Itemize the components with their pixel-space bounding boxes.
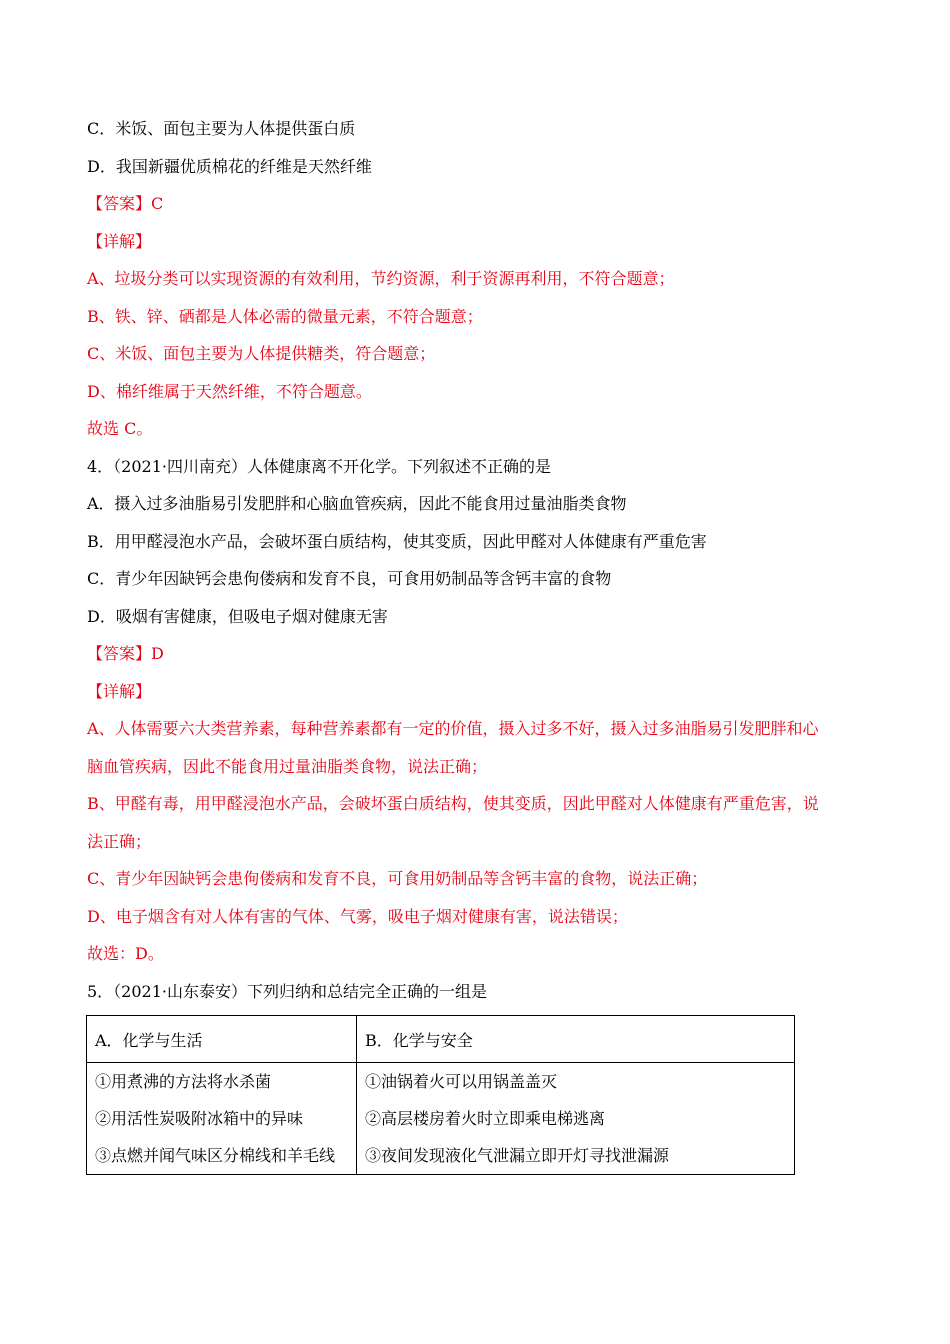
list-item: ③点燃并闻气味区分棉线和羊毛线 (95, 1146, 336, 1165)
q4-explanation-b-line1: B、甲醛有毒，用甲醛浸泡水产品，会破坏蛋白质结构，使其变质，因此甲醛对人体健康有严重危害，说 (87, 794, 819, 813)
table-cell-a (87, 1063, 357, 1175)
q4-explanation-a-line2: 脑血管疾病，因此不能食用过量油脂类食物，说法正确； (87, 757, 488, 776)
q3-option-d: D．我国新疆优质棉花的纤维是天然纤维 (87, 157, 372, 176)
q4-explanation-c: C、青少年因缺钙会患佝偻病和发育不良，可食用奶制品等含钙丰富的食物，说法正确； (87, 869, 708, 888)
table-header-b: B．化学与安全 (357, 1016, 795, 1063)
q4-explanation-d: D、电子烟含有对人体有害的气体、气雾，吸电子烟对健康有害，说法错误； (87, 907, 628, 926)
answer-value: D (151, 644, 164, 663)
q4-option-b: B．用甲醛浸泡水产品，会破坏蛋白质结构，使其变质，因此甲醛对人体健康有严重危害 (87, 532, 707, 551)
list-item: ③夜间发现液化气泄漏立即开灯寻找泄漏源 (365, 1146, 670, 1165)
q4-option-c: C．青少年因缺钙会患佝偻病和发育不良，可食用奶制品等含钙丰富的食物 (87, 569, 612, 588)
q5-options-table (86, 1015, 795, 1175)
q4-detail-tag: 【详解】 (87, 682, 152, 701)
list-item: ②用活性炭吸附冰箱中的异味 (95, 1109, 304, 1128)
table-header-row (87, 1016, 795, 1063)
q3-conclusion: 故选 C。 (87, 419, 153, 438)
table-row (87, 1063, 795, 1175)
q3-explanation-d: D、棉纤维属于天然纤维，不符合题意。 (87, 382, 372, 401)
q4-conclusion: 故选：D。 (87, 944, 164, 963)
q4-answer (87, 643, 164, 665)
list-item: ①用煮沸的方法将水杀菌 (95, 1072, 272, 1091)
q3-explanation-c: C、米饭、面包主要为人体提供糖类，符合题意； (87, 344, 436, 363)
answer-tag: 【答案】 (87, 194, 152, 213)
answer-value: C (151, 194, 164, 213)
list-item: ①油锅着火可以用锅盖盖灭 (365, 1072, 558, 1091)
table-cell-b (357, 1063, 795, 1175)
answer-tag: 【答案】 (87, 644, 152, 663)
q4-option-d: D．吸烟有害健康，但吸电子烟对健康无害 (87, 607, 388, 626)
q3-explanation-b: B、铁、锌、硒都是人体必需的微量元素，不符合题意； (87, 307, 483, 326)
q4-explanation-a-line1: A、人体需要六大类营养素，每种营养素都有一定的价值，摄入过多不好，摄入过多油脂易引发肥胖和心 (87, 719, 819, 738)
q3-explanation-a: A、垃圾分类可以实现资源的有效利用，节约资源，利于资源再利用，不符合题意； (87, 269, 675, 288)
q4-explanation-b-line2: 法正确； (87, 832, 152, 851)
list-item: ②高层楼房着火时立即乘电梯逃离 (365, 1109, 606, 1128)
q3-answer (87, 193, 163, 215)
q3-detail-tag: 【详解】 (87, 232, 152, 251)
q5-stem: 5．（2021·山东泰安）下列归纳和总结完全正确的一组是 (87, 982, 487, 1001)
q3-option-c: C．米饭、面包主要为人体提供蛋白质 (87, 119, 356, 138)
q4-stem: 4．（2021·四川南充）人体健康离不开化学。下列叙述不正确的是 (87, 457, 551, 476)
table-header-a: A．化学与生活 (87, 1016, 357, 1063)
q4-option-a: A．摄入过多油脂易引发肥胖和心脑血管疾病，因此不能食用过量油脂类食物 (87, 494, 627, 513)
